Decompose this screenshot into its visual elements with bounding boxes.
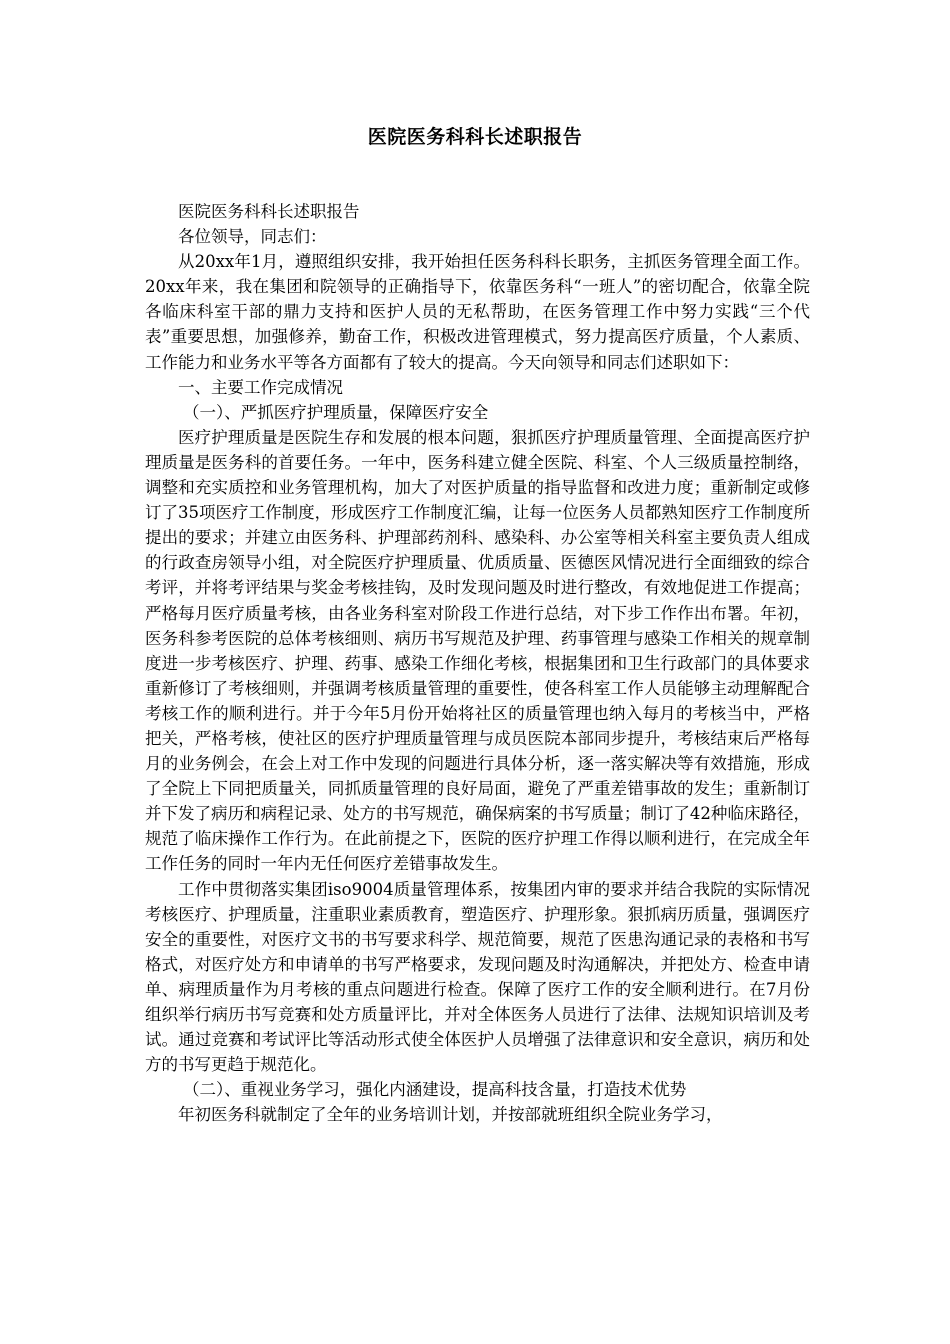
document-body	[145, 199, 810, 1127]
body-paragraph: 一、主要工作完成情况	[178, 377, 343, 397]
section-heading: （二）、重视业务学习，强化内涵建设，提高科技含量，打造技术优势	[182, 1080, 687, 1100]
body-paragraph: 各位领导，同志们：	[178, 227, 327, 247]
body-paragraph: 医院医务科科长述职报告	[178, 202, 360, 221]
document-title: 医院医务科科长述职报告	[367, 126, 583, 148]
body-paragraph: 年初医务科就制定了全年的业务培训计划，并按部就班组织全院业务学习，	[178, 1105, 723, 1125]
body-paragraph: 工作中贯彻落实集团iso9004质量管理体系，按集团内审的要求并结合我院的实际情况考核医疗、护理质量，注重职业素质教育，塑造医疗、护理形象。狠抓病历质量，强调医疗安全的重要性，对医疗文书的书写要求科学、规范简要，规范了医患沟通记录的表格和书写格式，对医疗处方和申请单的书写严格要求，发现问题及时沟通解决，并把处方、检查申请单、病理质量作为月考核的重点问题进行检查。保障了医疗工作的安全顺利进行。在7月份组织举行病历书写竞赛和处方质量评比，并对全体医务人员进行了法律、法规知识培训及考试。通过竞赛和考试评比等活动形式使全体医护人员增强了法律意识和安全意识，病历和处方的书写更趋于规范化。	[145, 879, 810, 1075]
body-paragraph: 医疗护理质量是医院生存和发展的根本问题，狠抓医疗护理质量管理、全面提高医疗护理质量是医务科的首要任务。一年中，医务科建立健全医院、科室、个人三级质量控制络，调整和充实质控和业务管理机构，加大了对医护质量的指导监督和改进力度；重新制定或修订了35项医疗工作制度，形成医疗工作制度汇编，让每一位医务人员都熟知医疗工作制度所提出的要求；并建立由医务科、护理部药剂科、感染科、办公室等相关科室主要负责人组成的行政查房领导小组，对全院医疗护理质量、优质质量、医德医风情况进行全面细致的综合考评，并将考评结果与奖金考核挂钩，及时发现问题及时进行整改，有效地促进工作提高；严格每月医疗质量考核，由各业务科室对阶段工作进行总结，对下步工作作出布署。年初，医务科参考医院的总体考核细则、病历书写规范及护理、药事管理与感染工作相关的规章制度进一步考核医疗、护理、药事、感染工作细化考核，根据集团和卫生行政部门的具体要求重新修订了考核细则，并强调考核质量管理的重要性，使各科室工作人员能够主动理解配合考核工作的顺利进行。并于今年5月份开始将社区的质量管理也纳入每月的考核当中，严格把关，严格考核，使社区的医疗护理质量管理与成员医院本部同步提升，考核结束后严格每月的业务例会，在会上对工作中发现的问题进行具体分析，逐一落实解决等有效措施，形成了全院上下同把质量关，同抓质量管理的良好局面，避免了严重差错事故的发生；重新制订并下发了病历和病程记录、处方的书写规范，确保病案的书写质量；制订了42种临床路径，规范了临床操作工作行为。在此前提之下，医院的医疗护理工作得以顺利进行，在完成全年工作任务的同时一年内无任何医疗差错事故发生。	[145, 427, 810, 874]
section-heading: （一）、严抓医疗护理质量，保障医疗安全	[182, 402, 489, 422]
body-paragraph: 从20xx年1月，遵照组织安排，我开始担任医务科科长职务，主抓医务管理全面工作。20xx年来，我在集团和院领导的正确指导下，依靠医务科“一班人”的密切配合，依靠全院各临床科室干部的鼎力支持和医护人员的无私帮助，在医务管理工作中努力实践“三个代表”重要思想，加强修养，勤奋工作，积极改进管理模式，努力提高医疗质量，个人素质、工作能力和业务水平等各方面都有了较大的提高。今天向领导和同志们述职如下：	[145, 252, 810, 372]
